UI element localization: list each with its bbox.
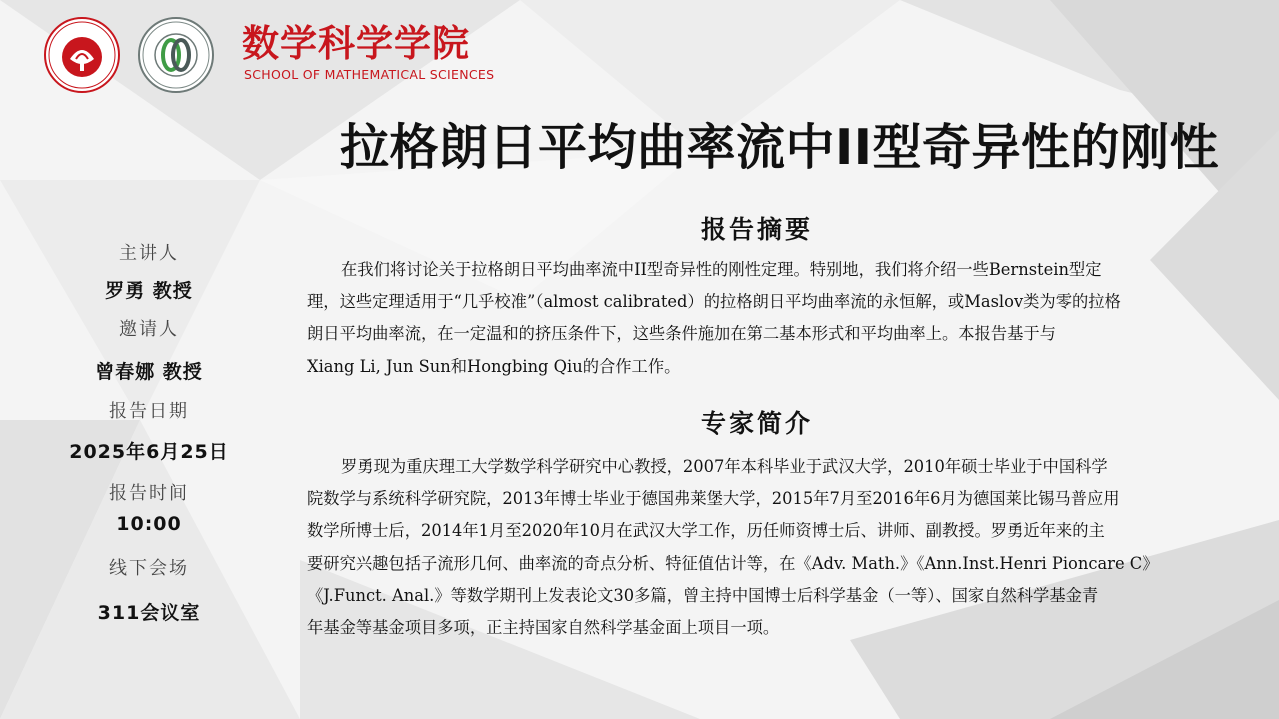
talk-venue: 311会议室 [97,602,201,624]
talk-title: 拉格朗日平均曲率流中II型奇异性的刚性 [340,119,1219,176]
school-name-cn: 数学科学学院 [242,22,470,65]
date-label: 报告日期 [109,401,189,422]
bio-line: 要研究兴趣包括子流形几何、曲率流的奇点分析、特征值估计等，在《Adv. Math.》《Ann.Inst.Henri Pioncare C》 [307,553,1159,573]
school-logo [138,17,214,93]
abstract-line: 在我们将讨论关于拉格朗日平均曲率流中II型奇异性的刚性定理。特别地，我们将介绍一些Bernstein型定 [341,260,1102,279]
bio-line: 数学所博士后，2014年1月至2020年10月在武汉大学工作，历任师资博士后、讲师、副教授。罗勇近年来的主 [307,521,1105,541]
university-logo [44,17,120,93]
bio-line: 罗勇现为重庆理工大学数学科学研究中心教授，2007年本科毕业于武汉大学，2010年硕士毕业于中国科学 [341,457,1108,476]
bio-line: 年基金等基金项目多项，正主持国家自然科学基金面上项目一项。 [307,618,780,638]
abstract-heading: 报告摘要 [700,215,813,244]
speaker-label: 主讲人 [119,243,179,264]
abstract-text [307,254,1215,383]
talk-time: 10:00 [116,513,182,535]
inviter-name: 曾春娜 教授 [95,361,203,383]
venue-label: 线下会场 [109,558,189,579]
school-name-en: SCHOOL OF MATHEMATICAL SCIENCES [244,67,495,82]
bio-line: 《J.Funct. Anal.》等数学期刊上发表论文30多篇，曾主持中国博士后科学基金（一等）、国家自然科学基金青 [307,585,1099,605]
abstract-line: 理，这些定理适用于“几乎校准”（almost calibrated）的拉格朗日平均曲率流的永恒解，或Maslov类为零的拉格 [307,292,1121,312]
bio-text [307,451,1215,644]
bio-line: 院数学与系统科学研究院，2013年博士毕业于德国弗莱堡大学，2015年7月至2016年6月为德国莱比锡马普应用 [307,489,1120,509]
bio-heading: 专家简介 [700,409,813,438]
talk-date: 2025年6月25日 [69,441,229,463]
time-label: 报告时间 [109,483,189,504]
speaker-name: 罗勇 教授 [105,280,193,302]
abstract-line: 朗日平均曲率流，在一定温和的挤压条件下，这些条件施加在第二基本形式和平均曲率上。本报告基于与 [307,324,1056,344]
abstract-line: Xiang Li, Jun Sun和Hongbing Qiu的合作工作。 [307,356,681,376]
inviter-label: 邀请人 [119,319,179,340]
